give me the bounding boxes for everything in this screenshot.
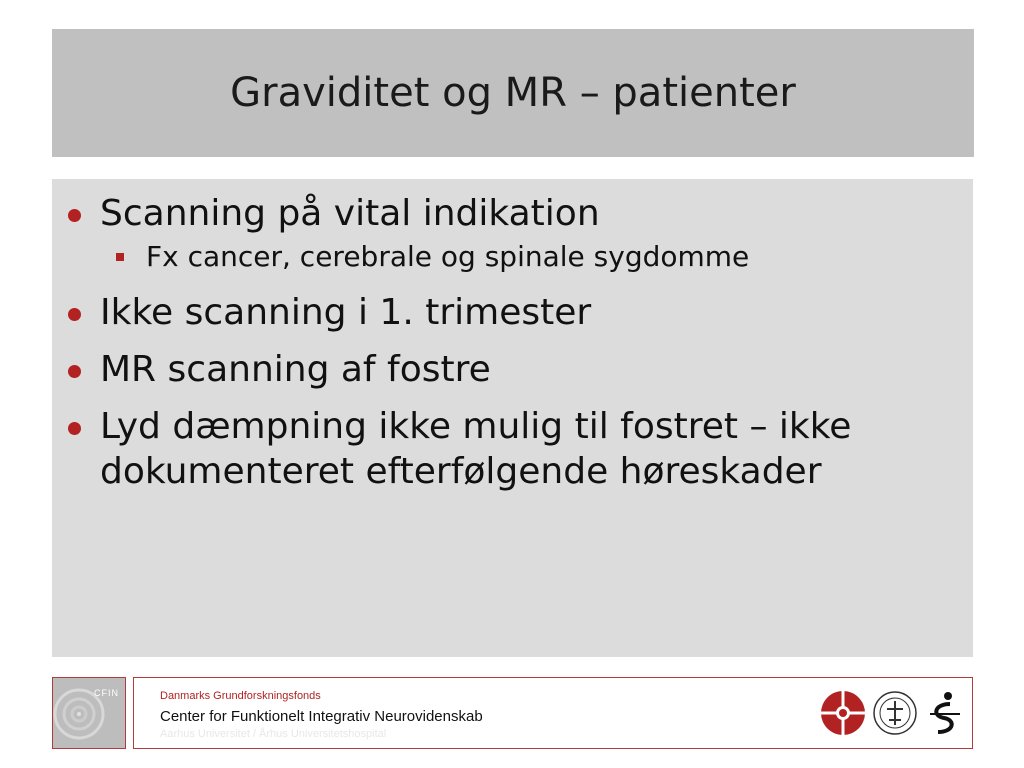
university-seal-icon	[872, 690, 918, 736]
footer-logos	[820, 686, 964, 740]
sub-bullet-square-icon	[116, 253, 124, 261]
bullet-text: MR scanning af fostre	[100, 349, 491, 390]
bullet-dot-icon	[68, 308, 81, 321]
footer-box	[133, 677, 973, 749]
cfin-logo	[52, 677, 126, 749]
sub-bullet-list	[100, 236, 953, 278]
bullet-dot-icon	[68, 365, 81, 378]
content-area	[52, 179, 973, 657]
bullet-dot-icon	[68, 422, 81, 435]
title-bar	[52, 29, 974, 157]
cfin-logo-text: CFIN	[94, 688, 119, 698]
footer-university: Aarhus Universitet / Århus Universitetshospital	[160, 728, 387, 740]
bullet-dot-icon	[68, 209, 81, 222]
sub-bullet-item	[100, 236, 953, 278]
bullet-list	[52, 179, 973, 494]
aarhus-university-logo-icon	[820, 690, 866, 736]
slide-title: Graviditet og MR – patienter	[230, 70, 796, 116]
bullet-text: Scanning på vital indikation	[100, 193, 600, 234]
bullet-item	[52, 404, 973, 494]
footer-center-name: Center for Funktionelt Integrativ Neurovidenskab	[160, 708, 483, 725]
bullet-text: Ikke scanning i 1. trimester	[100, 292, 592, 333]
bullet-item	[52, 347, 973, 392]
footer-foundation: Danmarks Grundforskningsfonds	[160, 690, 321, 702]
sub-bullet-text: Fx cancer, cerebrale og spinale sygdomme	[146, 240, 750, 273]
grundforskningsfond-logo-icon	[924, 690, 964, 736]
bullet-item	[52, 290, 973, 335]
bullet-item	[52, 191, 973, 278]
bullet-text: Lyd dæmpning ikke mulig til fostret – ikke dokumenteret efterfølgende høreskader	[100, 406, 852, 492]
